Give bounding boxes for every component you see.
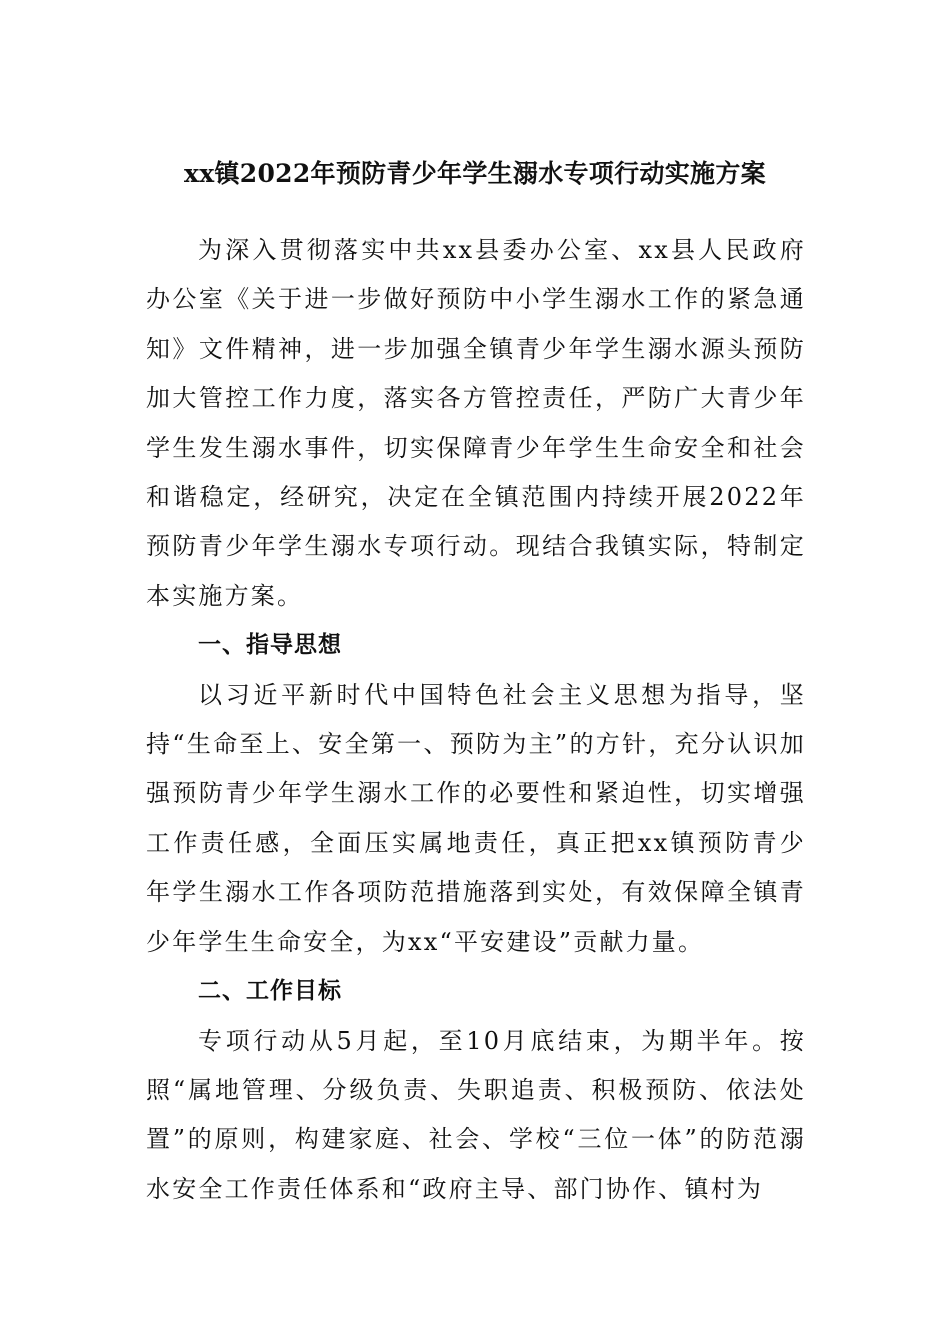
section-paragraph-work-goals: 专项行动从5月起，至10月底结束，为期半年。按照“属地管理、分级负责、失职追责、积极预防、依法处置”的原则，构建家庭、社会、学校“三位一体”的防范溺水安全工作责任体系和“政府主导、部门协作、镇村为: [146, 1026, 806, 1203]
section-heading-guiding-ideology: 一、指导思想: [198, 632, 342, 659]
document-body: [146, 226, 806, 1214]
section-paragraph-guiding-ideology: 以习近平新时代中国特色社会主义思想为指导，坚持“生命至上、安全第一、预防为主”的方针，充分认识加强预防青少年学生溺水工作的必要性和紧迫性，切实增强工作责任感，全面压实属地责任，真正把xx镇预防青少年学生溺水工作各项防范措施落到实处，有效保障全镇青少年学生生命安全，为xx“平安建设”贡献力量。: [146, 680, 806, 956]
document-title: xx镇2022年预防青少年学生溺水专项行动实施方案: [184, 159, 766, 188]
section-heading-work-goals: 二、工作目标: [198, 978, 342, 1005]
intro-paragraph: 为深入贯彻落实中共xx县委办公室、xx县人民政府办公室《关于进一步做好预防中小学生溺水工作的紧急通知》文件精神，进一步加强全镇青少年学生溺水源头预防加大管控工作力度，落实各方管控责任，严防广大青少年学生发生溺水事件，切实保障青少年学生生命安全和社会和谐稳定，经研究，决定在全镇范围内持续开展2022年预防青少年学生溺水专项行动。现结合我镇实际，特制定本实施方案。: [146, 236, 806, 610]
